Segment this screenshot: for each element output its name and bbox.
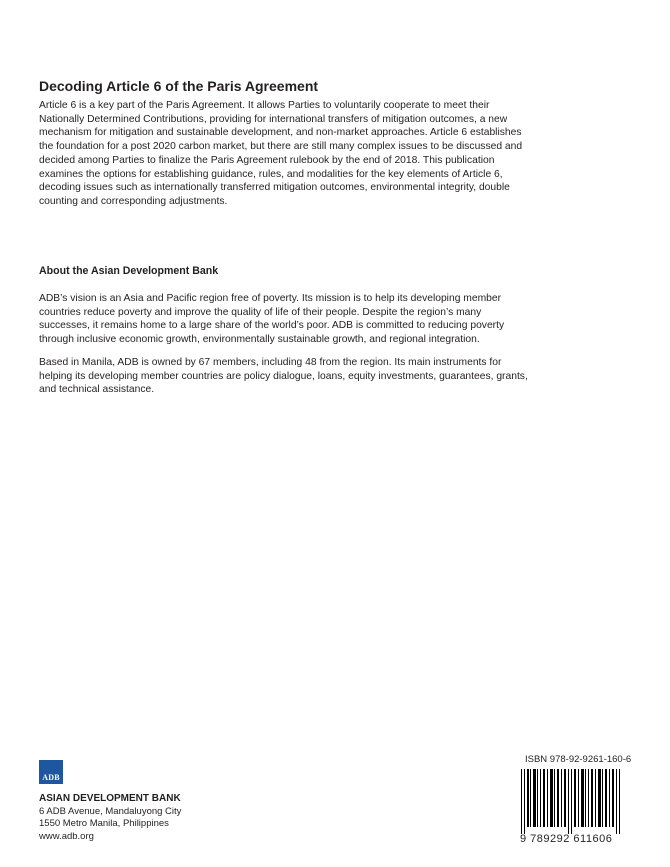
summary-paragraph: Article 6 is a key part of the Paris Agreement. It allows Parties to voluntarily cooperate to meet their Nationally Determined Contributions, providing for international transfers of mitigation outcomes, a new mechanism for mitigation and sustainable development, and non-market approaches. Article 6 establishes the foundation for a post 2020 carbon market, but there are still many complex issues to be discussed and decided among Parties to finalize the Paris Agreement rulebook by the end of 2018. This publication examines the options for establishing guidance, rules, and modalities for the key elements of Article 6, decoding issues such as internationally transferred mitigation outcomes, environmental integrity, double counting and corresponding adjustments. (39, 100, 523, 207)
about-paragraph-1: ADB’s vision is an Asia and Pacific region free of poverty. Its mission is to help its developing member countries reduce poverty and improve the quality of life of their people. Despite the region’s many successes, it remains home to a large share of the world’s poor. ADB is committed to reducing poverty through inclusive economic growth, environmentally sustainable growth, and regional integration. (39, 293, 505, 346)
about-paragraph-2: Based in Manila, ADB is owned by 67 members, including 48 from the region. Its main instruments for helping its developing member countries are policy dialogue, loans, equity investments, guarantees, grants, and technical assistance. (39, 357, 528, 396)
adb-logo (39, 760, 63, 784)
about-heading: About the Asian Development Bank (39, 265, 219, 277)
publisher-address (39, 793, 181, 843)
publisher-name: ASIAN DEVELOPMENT BANK (39, 793, 181, 804)
address-line-2: 1550 Metro Manila, Philippines (39, 818, 169, 829)
isbn-label: ISBN 978-92-9261-160-6 (525, 754, 632, 765)
barcode-icon (515, 769, 630, 834)
page-title: Decoding Article 6 of the Paris Agreement (39, 78, 319, 94)
website-link[interactable]: www.adb.org (39, 830, 94, 842)
barcode-digits: 9 789292 611606 (520, 833, 613, 845)
address-line-1: 6 ADB Avenue, Mandaluyong City (39, 805, 182, 817)
adb-logo-text: ADB (42, 773, 60, 782)
